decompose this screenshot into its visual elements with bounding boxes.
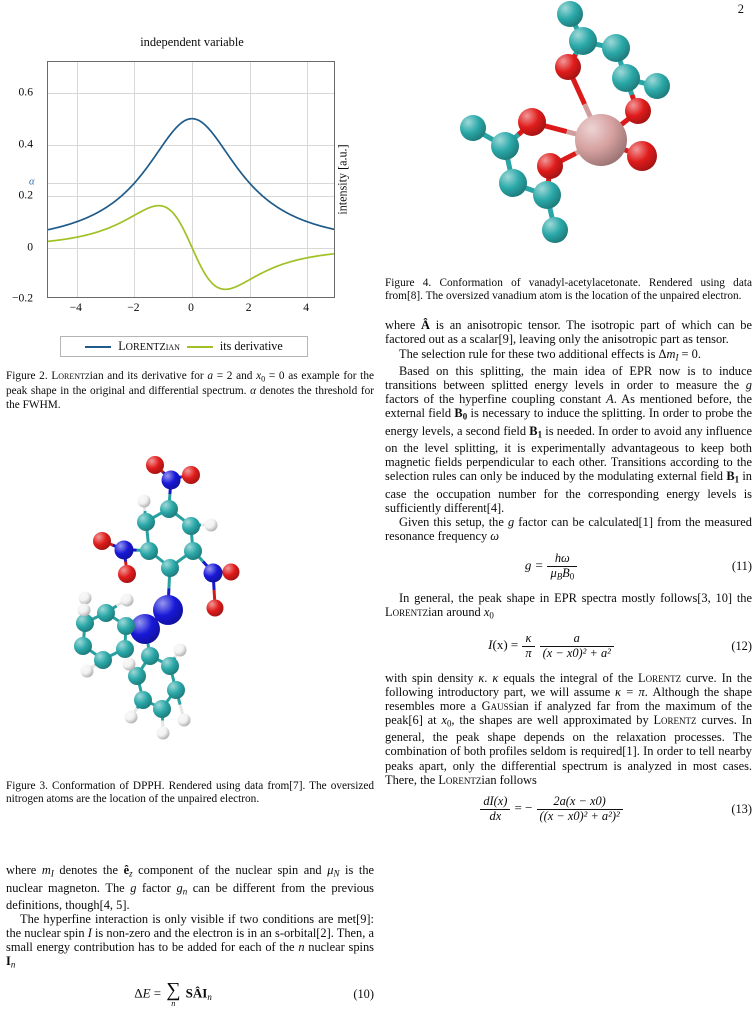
- lp2-a: The hyperfine interaction is only visible if two conditions are met[9]: the nuclear spin: [6, 912, 374, 941]
- atom-carbon: [160, 500, 178, 518]
- atom-carbon: [491, 132, 519, 160]
- equation-12-lhs: (x) =: [492, 637, 519, 653]
- lp1-g: g: [130, 880, 137, 895]
- atom-hydrogen: [138, 495, 151, 508]
- rp2-a: The selection rule for these two additional effects is Δ: [399, 346, 667, 361]
- lp2-I: I: [87, 926, 92, 941]
- rp3-d: is necessary to induce the splitting. In order to probe the energy levels, a second field: [385, 406, 752, 438]
- figure-2-caption-eq2: = 0 as example for the peak shape in the original and differential spectrum.: [6, 370, 374, 398]
- equation-13-eq: = −: [514, 799, 533, 815]
- atom-carbon: [182, 517, 200, 535]
- atom-vanadium: [575, 114, 627, 166]
- rp3-A: A: [606, 392, 614, 407]
- chart-curves: [48, 62, 335, 298]
- atom-oxygen: [207, 600, 224, 617]
- rp6-x0: x: [441, 712, 447, 727]
- lp1-d: is the nuclear magneton. The: [6, 863, 375, 895]
- series-lorentzian-line: [48, 119, 335, 230]
- ytick-0.6: 0.6: [18, 85, 33, 99]
- atom-carbon: [74, 637, 92, 655]
- rp3-b: factors of the hyperfine coupling constant: [385, 392, 607, 407]
- right-paragraph-3: [385, 364, 752, 515]
- rp5-b: ian around: [428, 605, 484, 620]
- rp3-g: g: [745, 378, 752, 393]
- rp6-h: curves. In general, the peak shape depends on the relaxation processes. The combination of both profiles seldom is required[1]. In order to tell nearby peaks apart, only the differential spectrum is analyzed in most cases. There, the: [385, 712, 752, 787]
- lp1-mI: m: [41, 863, 51, 877]
- atom-hydrogen: [81, 665, 94, 678]
- figure-2-caption: [6, 370, 374, 412]
- atom-carbon: [184, 542, 202, 560]
- figure-3-caption-label: Figure 3.: [6, 780, 49, 792]
- atom-carbon: [542, 217, 568, 243]
- equation-12: [385, 632, 752, 661]
- equation-11-den-mu-sub: B: [556, 571, 563, 582]
- atom-oxygen: [182, 466, 200, 484]
- rp6-sc4: Lorentz: [438, 772, 482, 787]
- lp1-e: factor: [136, 880, 177, 895]
- equation-11-number: (11): [731, 559, 752, 574]
- atom-oxygen: [118, 565, 136, 583]
- equation-12-I: I: [488, 637, 493, 653]
- lp1-mu-sub: N: [333, 868, 340, 879]
- atom-carbon: [94, 651, 112, 669]
- atom-oxygen: [625, 98, 651, 124]
- atom-carbon: [557, 1, 583, 27]
- y-axis-label-text: intensity [a.u.]: [335, 144, 350, 215]
- figure-3: [3, 418, 371, 778]
- equation-12-f1-num: κ: [525, 630, 532, 645]
- atom-carbon: [140, 542, 158, 560]
- rp3-e: is needed. In order to avoid any influence on the level splitting, it is experimentally advantageous to keep both magnetic fields perpendicular to each other. Transitions according to the selection rules can only be induced by the modulating external field: [385, 423, 752, 484]
- rp3-a: Based on this splitting, the main idea of EPR now is to induce transitions between splitted energy levels in order to measure the: [385, 364, 752, 393]
- figure-3-caption-text: Conformation of DPPH. Rendered using data from[7]. The oversized nitrogen atoms are the location of the unpaired electron.: [6, 780, 375, 806]
- atom-carbon: [141, 647, 159, 665]
- atom-oxygen: [627, 141, 657, 171]
- atom-carbon: [117, 617, 135, 635]
- equation-13-rhs-fraction: [537, 795, 623, 824]
- equation-13-number: (13): [731, 801, 752, 816]
- figure-2-caption-p1: ian and its derivative for: [89, 370, 208, 382]
- legend-swatch-lorentzian: [85, 346, 111, 348]
- equation-13-lhs-fraction: [480, 795, 510, 824]
- atom-hydrogen: [79, 592, 92, 605]
- right-paragraph-6: [385, 671, 752, 787]
- equation-13-lhs-den: dx: [489, 808, 502, 823]
- rp4-g: g: [507, 514, 515, 529]
- atom-carbon: [644, 73, 670, 99]
- legend-swatch-derivative: [187, 346, 213, 348]
- sum-limit: n: [171, 998, 176, 1008]
- chart-legend: [60, 336, 308, 357]
- sum-operator: [166, 978, 181, 1008]
- figure-2-caption-x: x: [256, 370, 262, 382]
- figure-2-caption-alpha: α: [250, 385, 257, 398]
- chart-plot-area: [47, 61, 335, 298]
- lp1-mu: μ: [327, 863, 334, 877]
- atom-hydrogen: [174, 644, 187, 657]
- lp2-In: I: [6, 954, 11, 969]
- rp5-x: x: [483, 605, 490, 620]
- atom-carbon: [499, 169, 527, 197]
- rp2-m: m: [666, 346, 676, 361]
- xtick-4: 4: [303, 301, 310, 314]
- figure-2-caption-a: a: [207, 370, 214, 382]
- right-paragraph-4: [385, 515, 752, 543]
- vanadyl-molecule-render: [385, 18, 752, 266]
- lp2-n: n: [298, 940, 305, 955]
- rp3-B1b-sub: 1: [734, 474, 740, 485]
- rp4-a: Given this setup, the: [399, 514, 508, 529]
- equation-10-rhs: SÂI: [185, 985, 208, 1001]
- atom-carbon: [134, 691, 152, 709]
- atom-carbon: [137, 513, 155, 531]
- figure-4: [385, 18, 752, 266]
- rp6-e: . Although the shape resembles more a: [385, 684, 752, 713]
- atom-hydrogen: [205, 519, 218, 532]
- equation-10: [6, 978, 374, 1008]
- right-paragraph-2: [385, 347, 752, 365]
- rp6-d: curve. In the following introductory part, we will assume: [385, 670, 752, 699]
- atom-carbon: [153, 700, 171, 718]
- lp1-ez: ê: [123, 863, 130, 877]
- figure-3-caption: [6, 780, 374, 806]
- atom-oxygen: [518, 108, 546, 136]
- rp3-B0: B: [454, 406, 463, 421]
- atom-carbon: [533, 181, 561, 209]
- rp6-c: equals the integral of the: [498, 670, 639, 685]
- figure-2-caption-eq1: = 2 and: [213, 370, 257, 382]
- rp6-sc1: Lorentz: [638, 670, 682, 685]
- equation-12-fraction-1: [522, 632, 534, 661]
- alpha-threshold-label: α: [29, 176, 35, 188]
- lp1-b: denotes the: [53, 863, 124, 877]
- rp6-sc3: Lorentz: [653, 712, 697, 727]
- atom-hydrogen: [121, 594, 134, 607]
- atom-hydrogen: [78, 604, 91, 617]
- rp1-A: Â: [421, 318, 430, 333]
- figure-2-caption-sub0: 0: [261, 374, 266, 384]
- rp3-B1: B: [529, 423, 538, 438]
- equation-11-lhs: g =: [524, 557, 544, 573]
- rp4-omega: ω: [490, 529, 500, 543]
- equation-13: [385, 795, 752, 824]
- atom-oxygen: [146, 456, 164, 474]
- left-paragraph-2: [6, 912, 374, 972]
- equation-10-number: (10): [353, 986, 374, 1001]
- rp2-m-sub: I: [675, 351, 679, 362]
- rp4-b: factor can be calculated[1] from the measured resonance frequency: [385, 514, 752, 543]
- atom-carbon: [116, 640, 134, 658]
- rp2-b: = 0.: [678, 346, 701, 361]
- rp3-f: in case the occupation number for the corresponding energy levels is sufficiently different[4].: [385, 469, 752, 515]
- atom-carbon: [569, 27, 597, 55]
- right-column-text: [385, 318, 752, 823]
- rp6-i: ian follows: [481, 772, 537, 787]
- atom-carbon: [161, 657, 179, 675]
- series-derivative-line: [48, 206, 335, 290]
- rp5-x-sub: 0: [489, 610, 494, 621]
- figure-4-caption-label: Figure 4.: [385, 277, 432, 289]
- rp6-sc2: Gauss: [481, 698, 514, 713]
- chart-title: independent variable: [140, 35, 244, 49]
- atom-oxygen: [223, 564, 240, 581]
- legend-label-derivative: its derivative: [219, 339, 283, 353]
- equation-12-f2-den: (x − x0)² + a²: [542, 645, 611, 660]
- atom-oxygen: [555, 54, 581, 80]
- figure-2-caption-p2: denotes the threshold for the FWHM.: [6, 385, 374, 411]
- rp6-g: , the shapes are well approximated by: [451, 712, 654, 727]
- xtick-0: 0: [188, 301, 194, 314]
- figure-2-caption-sc: Lorentz: [51, 370, 90, 382]
- ytick--0.2: −0.2: [11, 291, 33, 305]
- equation-11: [385, 552, 752, 581]
- lp1-mI-sub: I: [50, 868, 54, 879]
- atom-hydrogen: [178, 714, 191, 727]
- left-column-text: [6, 863, 374, 1014]
- ytick-0.2: 0.2: [18, 188, 33, 202]
- dpph-molecule-render: [3, 418, 371, 776]
- atom-nitrogen: [162, 471, 181, 490]
- equation-10-rhs-sub: n: [207, 991, 212, 1002]
- atom-hydrogen: [157, 727, 170, 740]
- atom-nitrogen: [130, 614, 160, 644]
- rp3-B0-sub: 0: [462, 411, 468, 422]
- lp1-gn-sub: n: [182, 886, 188, 897]
- page-number: 2: [737, 2, 744, 16]
- equation-11-den-B-sub: 0: [569, 571, 575, 582]
- equation-13-rhs-num: 2a(x − x0): [553, 793, 606, 808]
- rp6-a: with spin density: [385, 670, 479, 685]
- xtick-2: 2: [245, 301, 252, 314]
- atom-carbon: [167, 681, 185, 699]
- rp1-a: where: [385, 318, 422, 333]
- atom-carbon: [97, 604, 115, 622]
- rp5-a: In general, the peak shape in EPR spectra mostly follows[3, 10] the: [399, 591, 752, 606]
- right-paragraph-5: [385, 591, 752, 623]
- equation-11-den-mu: μ: [550, 565, 557, 580]
- figure-2: [3, 18, 374, 411]
- lp2-b: is non-zero and the electron is in an s-orbital[2]. Then, a small energy contribution has to be added for each of the: [6, 926, 374, 955]
- equation-13-lhs-num: dI(x): [483, 793, 508, 808]
- rp6-k: κ: [478, 670, 485, 685]
- rp6-ke: κ = π: [614, 684, 645, 699]
- figure-2-caption-label: Figure 2.: [6, 370, 48, 382]
- lp1-a: where: [6, 863, 42, 877]
- lp1-f: can be different from the previous definitions, though[4, 5].: [6, 880, 374, 913]
- xtick--4: −4: [69, 301, 82, 314]
- legend-label-lorentzian: LORENTZian: [118, 339, 180, 353]
- rp3-B1b: B: [726, 469, 735, 484]
- equation-11-fraction: [547, 552, 577, 581]
- equation-13-body: [385, 795, 718, 824]
- atom-carbon: [460, 115, 486, 141]
- equation-12-fraction-2: [540, 632, 614, 661]
- rp3-c: . As mentioned before, the external field: [385, 392, 752, 421]
- equation-13-rhs-den: ((x − x0)² + a²)²: [539, 808, 620, 823]
- atom-oxygen: [537, 153, 563, 179]
- equation-12-f2-num: a: [573, 630, 580, 645]
- rp6-f: ian if analyzed far from the maximum of the peak[6] at: [385, 698, 752, 727]
- equation-11-den-B: B: [562, 565, 570, 580]
- lp1-ez-sub: z: [129, 868, 133, 879]
- left-paragraph-1: [6, 863, 374, 912]
- equation-12-f1-den: π: [525, 645, 532, 660]
- equation-12-number: (12): [731, 638, 752, 653]
- atom-carbon: [76, 614, 94, 632]
- rp6-k2: κ: [492, 670, 499, 685]
- left-column: [3, 18, 375, 1008]
- rp3-B1-sub: 1: [537, 429, 543, 440]
- rp5-sc: Lorentz: [385, 605, 429, 620]
- equation-10-body: ΔE = ∑ n $SÂI_n$: [134, 978, 212, 1008]
- lp2-In-sub: n: [10, 959, 16, 970]
- ytick-0.4: 0.4: [18, 137, 33, 150]
- atom-hydrogen: [123, 658, 136, 671]
- equation-11-num: hω: [554, 551, 570, 566]
- xtick--2: −2: [127, 301, 140, 314]
- lp1-gn: g: [176, 880, 183, 895]
- lp1-c: component of the nuclear spin and: [132, 863, 328, 877]
- figure-4-caption: [385, 277, 752, 303]
- atom-carbon: [612, 64, 640, 92]
- atom-oxygen: [93, 532, 111, 550]
- rp6-x0-sub: 0: [446, 718, 452, 729]
- sum-glyph: ∑: [166, 978, 181, 1001]
- atom-nitrogen: [115, 541, 134, 560]
- ytick-0: 0: [27, 240, 33, 253]
- figure-4-caption-text: Conformation of vanadyl-acetylacetonate. Rendered using data from[8]. The oversized vanadium atom is the location of the unpaired electron.: [385, 277, 752, 303]
- lp2-c: nuclear spins: [304, 940, 374, 955]
- y-axis-label: [333, 61, 353, 298]
- atom-carbon: [602, 34, 630, 62]
- rp6-b: .: [484, 670, 493, 685]
- rp1-b: is an anisotropic tensor. The isotropic part of which can be factored out as a scalar[9], leaving only the anisotropic part as tensor.: [385, 318, 752, 347]
- atom-carbon: [161, 559, 179, 577]
- equation-11-body: [385, 552, 718, 581]
- atom-nitrogen: [204, 564, 223, 583]
- atom-hydrogen: [125, 711, 138, 724]
- right-paragraph-1: [385, 318, 752, 346]
- right-column: [385, 18, 752, 823]
- equation-12-body: [385, 632, 718, 661]
